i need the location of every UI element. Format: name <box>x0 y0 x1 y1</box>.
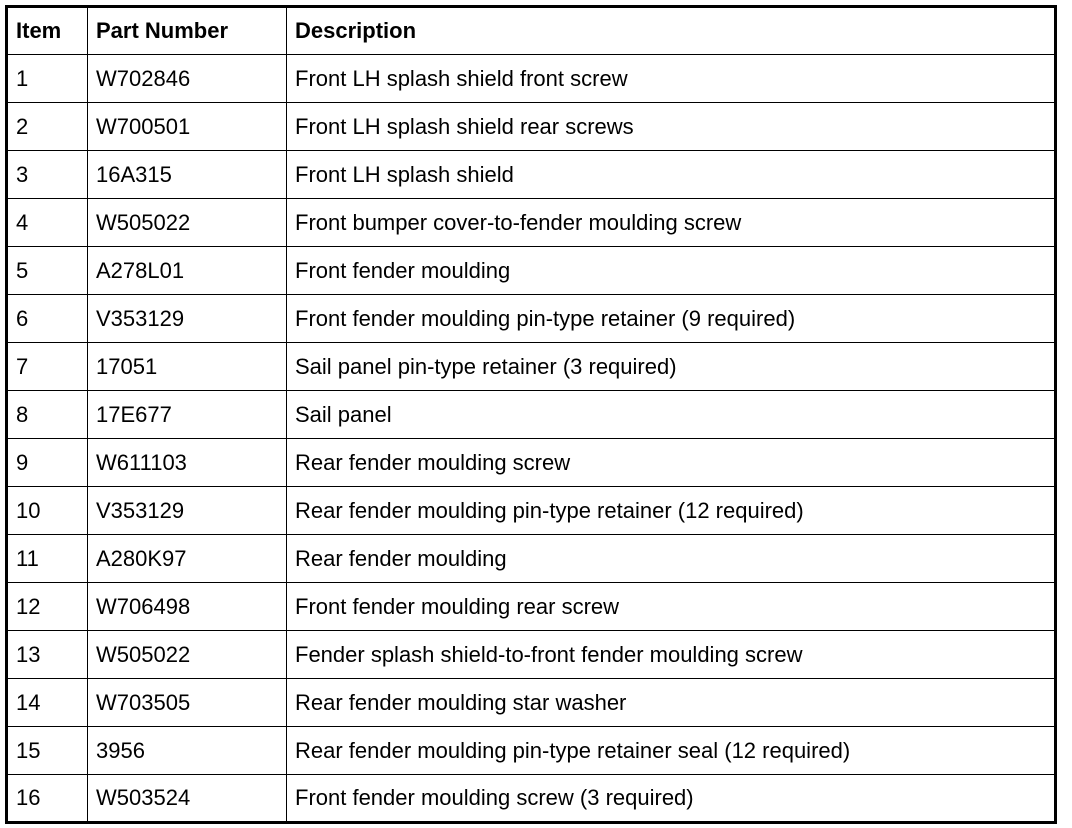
cell-part-number: W505022 <box>88 631 287 679</box>
cell-item: 2 <box>7 103 88 151</box>
cell-description: Rear fender moulding pin-type retainer seal (12 required) <box>287 727 1056 775</box>
table-row <box>7 775 1056 823</box>
table-row <box>7 487 1056 535</box>
cell-item: 3 <box>7 151 88 199</box>
table-row <box>7 583 1056 631</box>
cell-part-number: W503524 <box>88 775 287 823</box>
cell-description: Front LH splash shield front screw <box>287 55 1056 103</box>
cell-item: 6 <box>7 295 88 343</box>
cell-part-number: W706498 <box>88 583 287 631</box>
cell-description: Front LH splash shield rear screws <box>287 103 1056 151</box>
parts-table <box>5 5 1057 824</box>
table-row <box>7 439 1056 487</box>
cell-item: 1 <box>7 55 88 103</box>
cell-part-number: W703505 <box>88 679 287 727</box>
cell-description: Sail panel <box>287 391 1056 439</box>
cell-part-number: 3956 <box>88 727 287 775</box>
cell-item: 14 <box>7 679 88 727</box>
table-row <box>7 631 1056 679</box>
cell-item: 12 <box>7 583 88 631</box>
cell-part-number: W702846 <box>88 55 287 103</box>
cell-part-number: A280K97 <box>88 535 287 583</box>
table-row <box>7 727 1056 775</box>
cell-description: Front fender moulding <box>287 247 1056 295</box>
cell-description: Rear fender moulding pin-type retainer (12 required) <box>287 487 1056 535</box>
table-row <box>7 199 1056 247</box>
cell-description: Rear fender moulding screw <box>287 439 1056 487</box>
table-row <box>7 151 1056 199</box>
cell-description: Front bumper cover-to-fender moulding screw <box>287 199 1056 247</box>
cell-item: 16 <box>7 775 88 823</box>
table-row <box>7 535 1056 583</box>
cell-item: 13 <box>7 631 88 679</box>
cell-item: 7 <box>7 343 88 391</box>
cell-part-number: W611103 <box>88 439 287 487</box>
cell-description: Fender splash shield-to-front fender moulding screw <box>287 631 1056 679</box>
table-row <box>7 391 1056 439</box>
cell-item: 5 <box>7 247 88 295</box>
table-body <box>7 55 1056 823</box>
cell-item: 9 <box>7 439 88 487</box>
cell-part-number: 17E677 <box>88 391 287 439</box>
cell-description: Front LH splash shield <box>287 151 1056 199</box>
cell-item: 8 <box>7 391 88 439</box>
table-row <box>7 679 1056 727</box>
cell-item: 4 <box>7 199 88 247</box>
cell-item: 15 <box>7 727 88 775</box>
table-row <box>7 247 1056 295</box>
cell-description: Front fender moulding screw (3 required) <box>287 775 1056 823</box>
header-description: Description <box>287 7 1056 55</box>
table-header <box>7 7 1056 55</box>
header-item: Item <box>7 7 88 55</box>
cell-part-number: W505022 <box>88 199 287 247</box>
cell-description: Front fender moulding rear screw <box>287 583 1056 631</box>
cell-item: 10 <box>7 487 88 535</box>
cell-description: Sail panel pin-type retainer (3 required) <box>287 343 1056 391</box>
header-row <box>7 7 1056 55</box>
cell-description: Front fender moulding pin-type retainer (9 required) <box>287 295 1056 343</box>
cell-part-number: 17051 <box>88 343 287 391</box>
cell-part-number: V353129 <box>88 487 287 535</box>
table-row <box>7 295 1056 343</box>
cell-part-number: V353129 <box>88 295 287 343</box>
table-row <box>7 103 1056 151</box>
cell-description: Rear fender moulding star washer <box>287 679 1056 727</box>
header-part-number: Part Number <box>88 7 287 55</box>
cell-part-number: 16A315 <box>88 151 287 199</box>
table-row <box>7 55 1056 103</box>
cell-description: Rear fender moulding <box>287 535 1056 583</box>
cell-item: 11 <box>7 535 88 583</box>
table-row <box>7 343 1056 391</box>
cell-part-number: W700501 <box>88 103 287 151</box>
cell-part-number: A278L01 <box>88 247 287 295</box>
